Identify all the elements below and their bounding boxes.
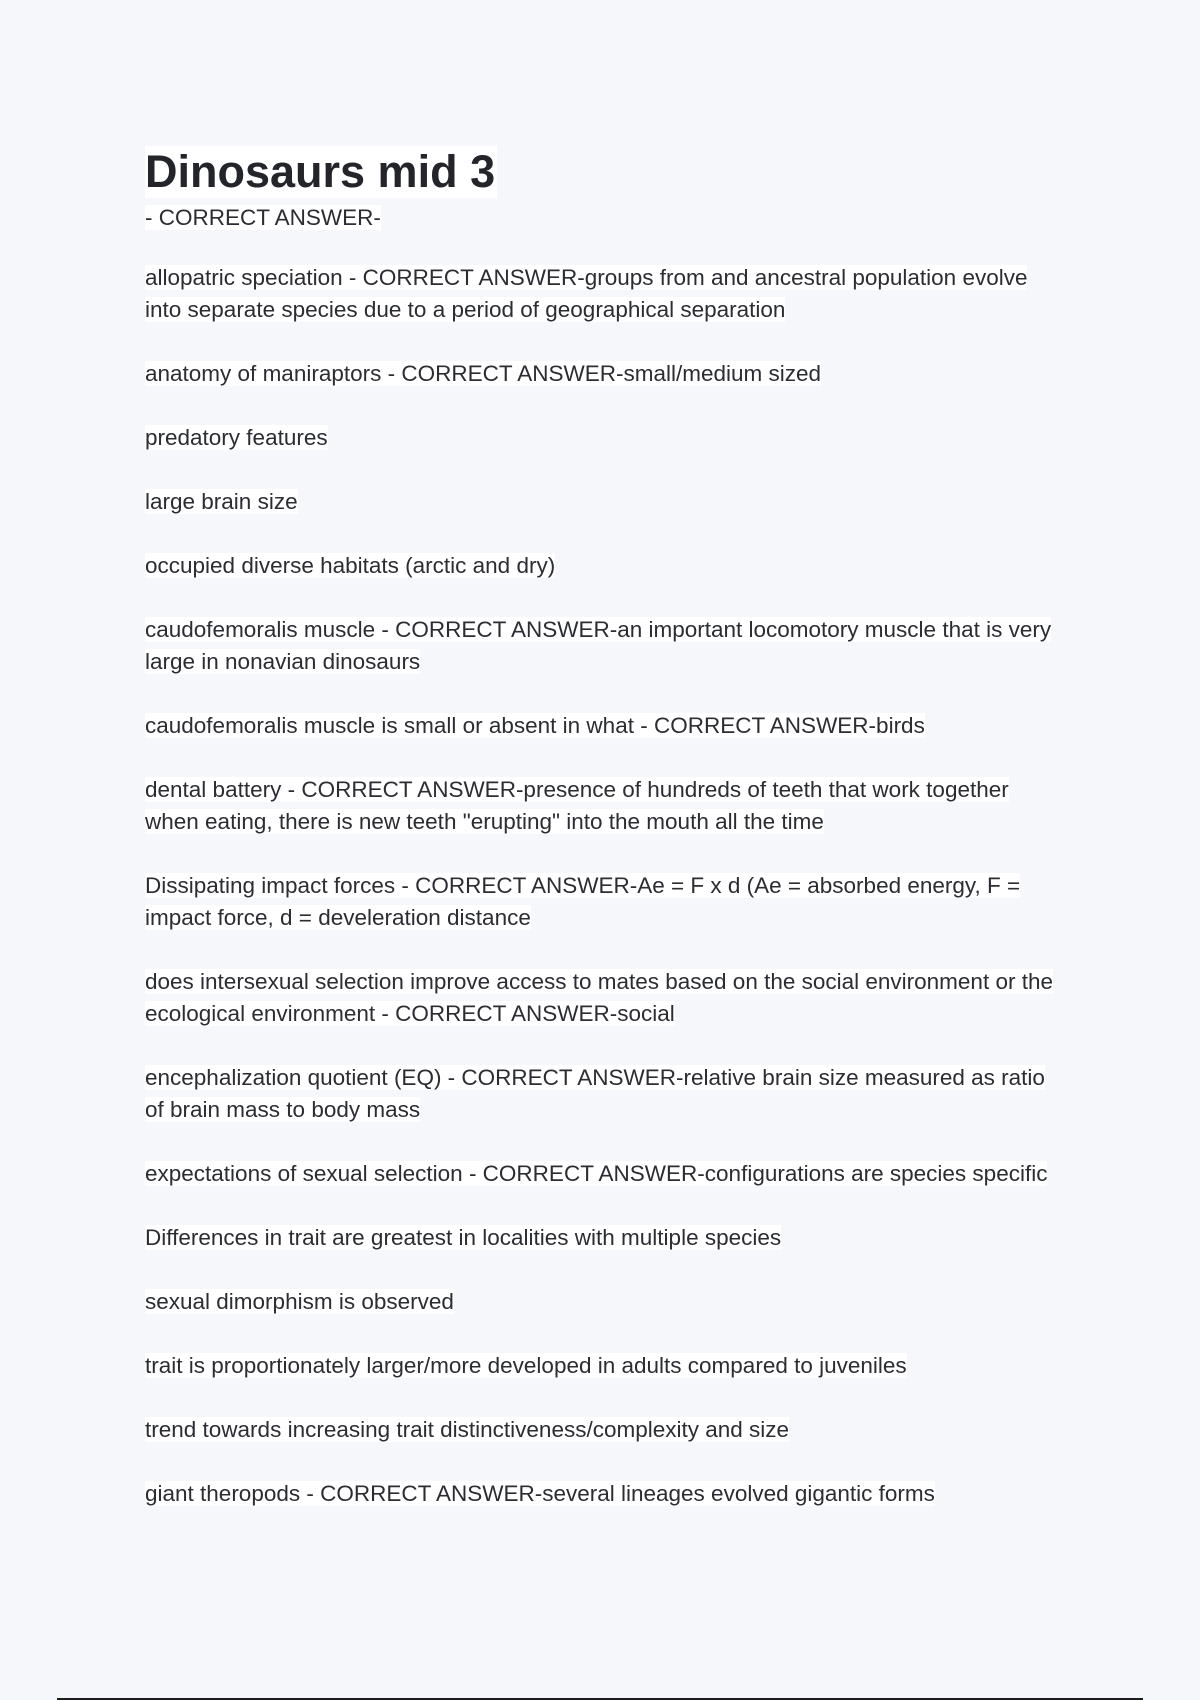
entry — [145, 1158, 1065, 1190]
entry — [145, 1222, 1065, 1254]
entry-text: predatory features — [145, 425, 328, 450]
entry — [145, 1478, 1065, 1510]
entry — [145, 262, 1065, 326]
entry-text: trait is proportionately larger/more developed in adults compared to juveniles — [145, 1353, 907, 1378]
entry-text: anatomy of maniraptors - CORRECT ANSWER-small/medium sized — [145, 361, 822, 386]
entry — [145, 1350, 1065, 1382]
entry-text: giant theropods - CORRECT ANSWER-several lineages evolved gigantic forms — [145, 1481, 935, 1506]
entry — [145, 614, 1065, 678]
entry-text: allopatric speciation - CORRECT ANSWER-groups from and ancestral population evolve into separate species due to a period of geographical separation — [145, 265, 1028, 322]
entry — [145, 710, 1065, 742]
entry — [145, 870, 1065, 934]
entry — [145, 422, 1065, 454]
document-title: Dinosaurs mid 3 — [145, 146, 496, 197]
entry — [145, 966, 1065, 1030]
document-page — [145, 146, 1065, 1542]
entry-text: large brain size — [145, 489, 298, 514]
entry-text: Differences in trait are greatest in localities with multiple species — [145, 1225, 782, 1250]
entry — [145, 550, 1065, 582]
entry-text: occupied diverse habitats (arctic and dry) — [145, 553, 556, 578]
entry — [145, 1286, 1065, 1318]
entry — [145, 1062, 1065, 1126]
entry — [145, 1414, 1065, 1446]
entry — [145, 774, 1065, 838]
entry-text: sexual dimorphism is observed — [145, 1289, 454, 1314]
entry — [145, 358, 1065, 390]
entry — [145, 202, 1065, 234]
entry-text: dental battery - CORRECT ANSWER-presence of hundreds of teeth that work together when eating, there is new teeth "erupting" into the mouth all the time — [145, 777, 1009, 834]
entry — [145, 486, 1065, 518]
entry-text: does intersexual selection improve access to mates based on the social environment or the ecological environment - CORRECT ANSWER-social — [145, 969, 1053, 1026]
entry-text: - CORRECT ANSWER- — [145, 205, 381, 230]
entry-text: trend towards increasing trait distinctiveness/complexity and size — [145, 1417, 790, 1442]
entry-text: Dissipating impact forces - CORRECT ANSWER-Ae = F x d (Ae = absorbed energy, F = impact force, d = develeration distance — [145, 873, 1021, 930]
entry-text: caudofemoralis muscle - CORRECT ANSWER-an important locomotory muscle that is very large in nonavian dinosaurs — [145, 617, 1052, 674]
entry-text: caudofemoralis muscle is small or absent in what - CORRECT ANSWER-birds — [145, 713, 925, 738]
entry-text: encephalization quotient (EQ) - CORRECT ANSWER-relative brain size measured as ratio of brain mass to body mass — [145, 1065, 1045, 1122]
entry-text: expectations of sexual selection - CORRECT ANSWER-configurations are species specific — [145, 1161, 1048, 1186]
